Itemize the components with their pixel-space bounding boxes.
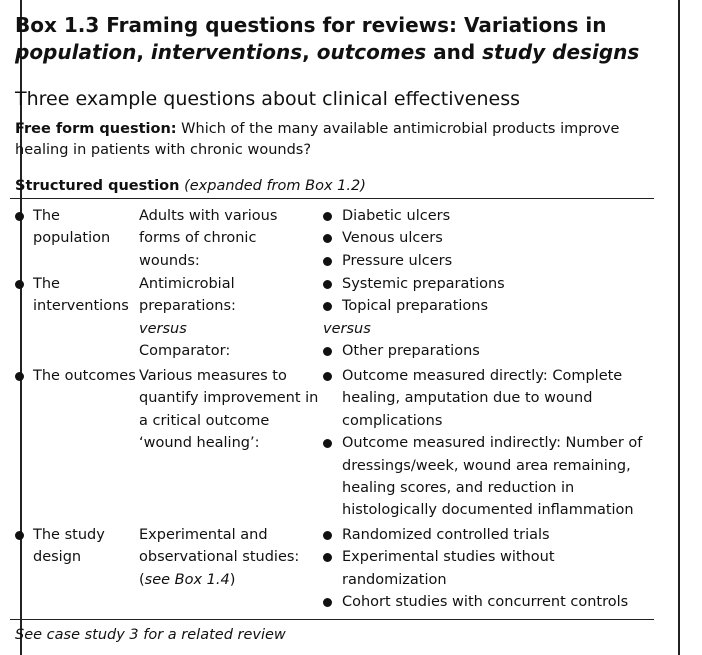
bullet-icon	[323, 372, 332, 381]
versus-label: versus	[323, 320, 371, 337]
bullet-icon	[323, 598, 332, 607]
row-items-outcomes	[323, 365, 653, 522]
list-item: Cohort studies with concurrent controls	[323, 591, 653, 613]
bullet-icon	[15, 280, 24, 289]
list-item: Pressure ulcers	[323, 250, 653, 272]
list-item: Venous ulcers	[323, 227, 653, 249]
row-desc-outcomes: Various measures to quantify improvement in a critical outcome ‘wound healing’:	[139, 368, 319, 452]
list-item: Experimental studies without randomization	[323, 546, 653, 591]
bullet-icon	[15, 212, 24, 221]
list-item: Outcome measured directly: Complete healing, amputation due to wound complications	[323, 365, 653, 432]
row-items-design	[323, 524, 653, 614]
row-label-population: The population	[15, 205, 137, 250]
row-items-population	[323, 205, 653, 272]
list-item: Other preparations	[323, 340, 653, 362]
free-form-question: Free form question: Which of the many available antimicrobial products improve healing in patients with chronic wounds?	[15, 121, 620, 158]
bullet-icon	[323, 347, 332, 356]
list-item: Diabetic ulcers	[323, 205, 653, 227]
list-item: Randomized controlled trials	[323, 524, 653, 546]
footnote: See case study 3 for a related review	[15, 627, 286, 643]
bullet-icon	[323, 439, 332, 448]
bullet-icon	[323, 234, 332, 243]
box-number: Box 1.3	[15, 13, 100, 37]
row-label-outcomes: The outcomes	[15, 365, 137, 387]
row-items-interventions	[323, 273, 653, 363]
list-item: Topical preparations	[323, 295, 653, 317]
table-bottom-rule	[10, 619, 654, 620]
row-desc-design: Experimental and observational studies: (see Box 1.4)	[139, 527, 300, 588]
row-desc-interventions: Antimicrobial preparations: versus Comparator:	[139, 276, 236, 360]
row-label-design: The study design	[15, 524, 137, 569]
section-subtitle: Three example questions about clinical effectiveness	[15, 88, 521, 110]
row-label-interventions: The interventions	[15, 273, 137, 318]
bullet-icon	[323, 212, 332, 221]
bullet-icon	[323, 302, 332, 311]
bullet-icon	[15, 372, 24, 381]
bullet-icon	[323, 531, 332, 540]
bullet-icon	[323, 257, 332, 266]
row-desc-population: Adults with various forms of chronic wounds:	[139, 208, 278, 269]
bullet-icon	[323, 553, 332, 562]
structured-question-heading: Structured question (expanded from Box 1.2)	[15, 178, 366, 194]
box-title: Box 1.3 Framing questions for reviews: Variations in population, interventions, outcomes and study designs	[15, 13, 640, 64]
table-top-rule	[10, 198, 654, 199]
list-item: Systemic preparations	[323, 273, 653, 295]
bullet-icon	[15, 531, 24, 540]
bullet-icon	[323, 280, 332, 289]
list-item: Outcome measured indirectly: Number of dressings/week, wound area remaining, healing scores, and reduction in histologically documented inflammation	[323, 432, 653, 522]
